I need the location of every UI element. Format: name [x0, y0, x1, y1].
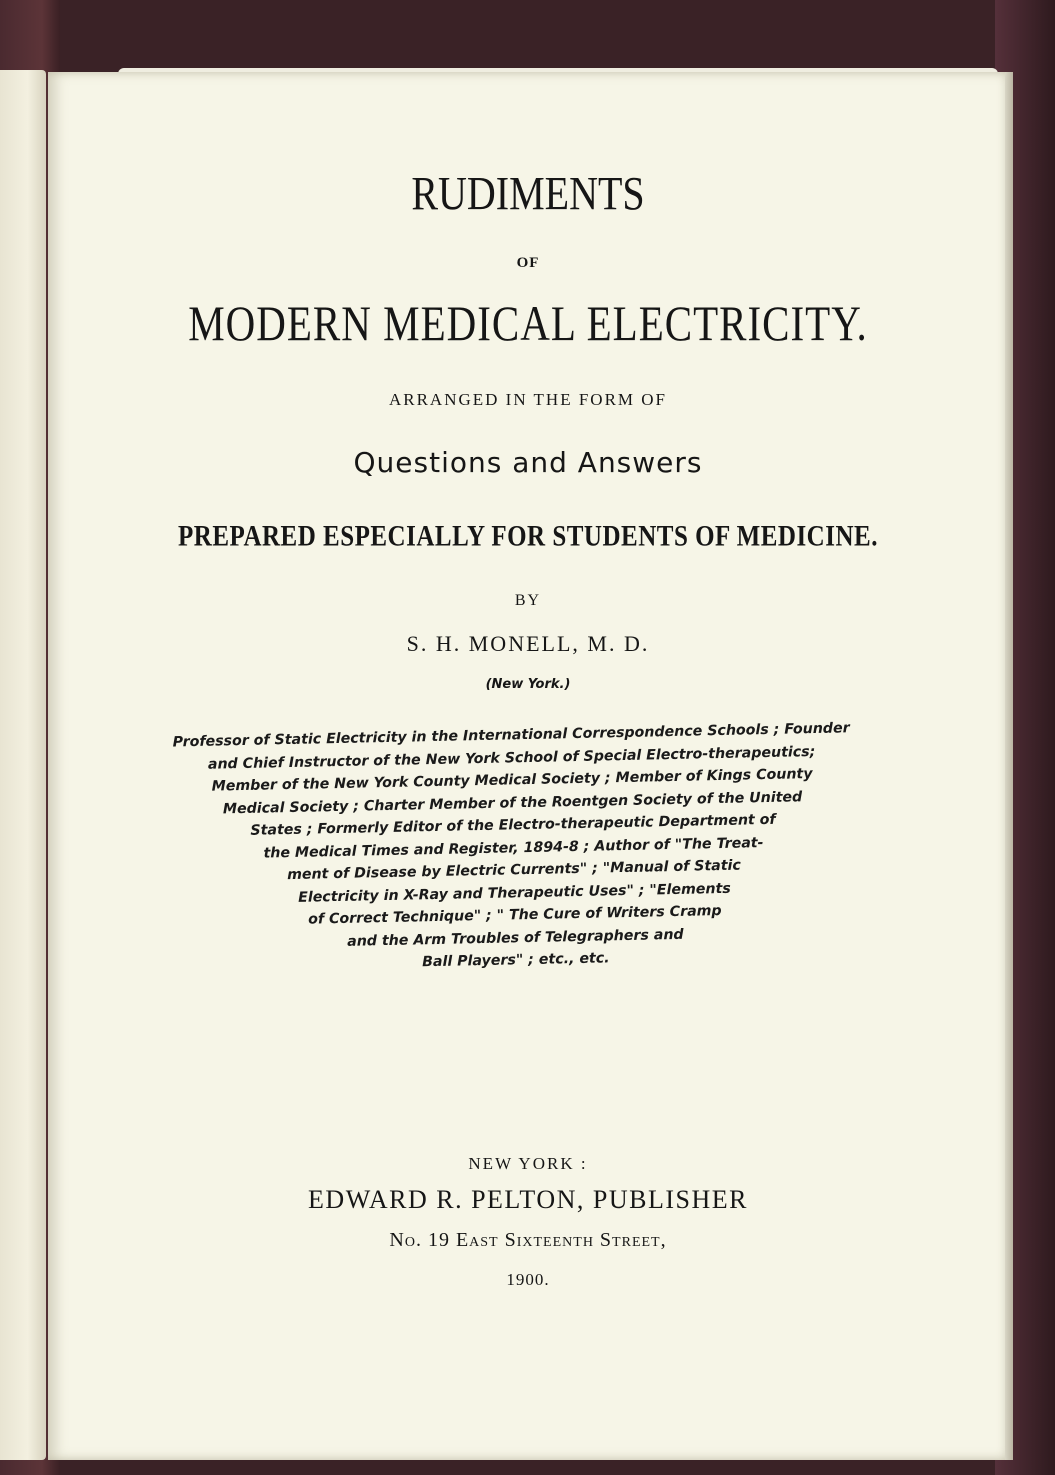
credential-line: Professor of Static Electricity in the International Correspondence Schools ; Founder [172, 720, 850, 751]
publisher-name: EDWARD R. PELTON, PUBLISHER [308, 1185, 748, 1214]
prepared-line: PREPARED ESPECIALLY FOR STUDENTS OF MEDICINE. [178, 520, 878, 553]
credential-line: Member of the New York County Medical Society ; Member of Kings County [211, 766, 813, 795]
author-credentials [146, 717, 881, 980]
imprint-city: NEW YORK : [468, 1154, 588, 1173]
title-line-2: MODERN MEDICAL ELECTRICITY. [188, 294, 868, 352]
credential-line: Ball Players" ; etc., etc. [421, 950, 610, 971]
author-location: (New York.) [485, 677, 571, 692]
publication-year: 1900. [506, 1270, 550, 1289]
credential-line: Medical Society ; Charter Member of the Roentgen Society of the United [222, 788, 803, 817]
credential-line: Electricity in X-Ray and Therapeutic Uses" ; "Elements [298, 880, 731, 906]
publisher-address: No. 19 East Sixteenth Street, [389, 1229, 667, 1251]
subtitle: Questions and Answers [353, 446, 703, 479]
credential-line: and Chief Instructor of the New York School of Special Electro-therapeutics; [207, 743, 816, 773]
credential-line: the Medical Times and Register, 1894-8 ; Author of "The Treat- [263, 834, 764, 862]
arranged-line: ARRANGED IN THE FORM OF [388, 390, 668, 409]
credential-line: and the Arm Troubles of Telegraphers and [346, 926, 684, 950]
title-connector: OF [516, 255, 540, 271]
right-page-edge [1005, 72, 1013, 1460]
credential-line: of Correct Technique" ; " The Cure of Writers Cramp [308, 902, 722, 928]
credential-line: ment of Disease by Electric Currents" ; "Manual of Static [286, 857, 742, 884]
credential-line: States ; Formerly Editor of the Electro-therapeutic Department of [250, 811, 776, 839]
left-page-edge [0, 70, 46, 1460]
author-name: S. H. MONELL, M. D. [406, 631, 650, 656]
title-line-1: RUDIMENTS [411, 166, 645, 221]
by-line: BY [514, 592, 542, 609]
title-page [48, 72, 1008, 1460]
